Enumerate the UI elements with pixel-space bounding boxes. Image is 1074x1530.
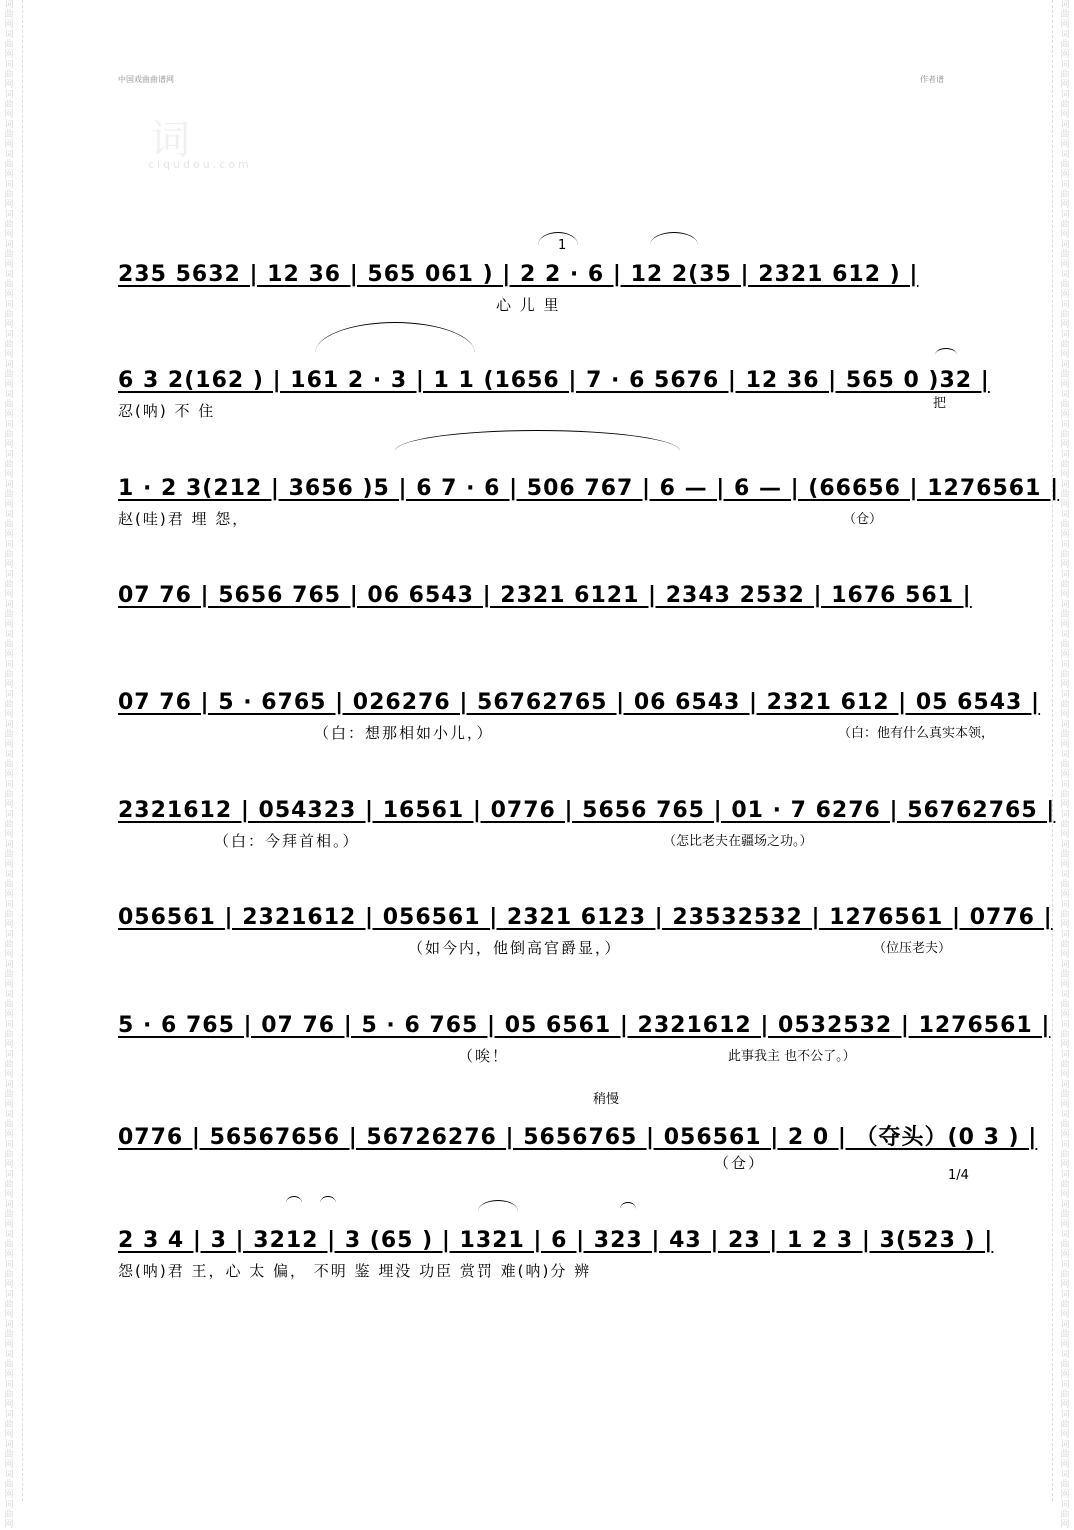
header-left: 中国戏曲曲谱网 [118,75,174,84]
annotation: 此事我主 也不公了。） [728,1049,856,1064]
notation-line: 2321612 | 054323 | 16561 | 0776 | 5656 765 | 01 · 7 6276 | 56762765 | [118,798,1056,823]
notation-line: 1 · 2 3(212 | 3656 )5 | 6 7 · 6 | 506 767 | 6 — | 6 — | (66656 | 1276561 | [118,476,1060,501]
right-margin-line [1052,0,1053,1501]
lyric-line: 忍(呐) 不 住 [118,402,216,420]
watermark-site: ciqudou.com [148,158,252,171]
notation-line: 056561 | 2321612 | 056561 | 2321 6123 | 23532532 | 1276561 | 0776 | [118,905,1053,930]
annotation: 稍慢 [593,1092,620,1107]
notation-line: 5 · 6 765 | 07 76 | 5 · 6 765 | 05 6561 | 2321612 | 0532532 | 1276561 | [118,1013,1051,1038]
notation-line: 235 5632 | 12 36 | 565 061 ) | 2 2 · 6 | 12 2(35 | 2321 612 ) | [118,262,919,287]
right-side-watermark: 词曲网词曲网词曲网词曲网词曲网词曲网词曲网词曲网词曲网词曲网词曲网词曲网词曲网词曲网词曲网词曲网词曲网词曲网词曲网词曲网词曲网词曲网词曲网词曲网词曲网词曲网词曲网词曲网词曲网词曲网词曲网词曲网词曲网词曲网词曲网词曲网词曲网词曲网词曲网词曲网词曲网词曲网词曲网词曲网词曲网词曲网词曲网词曲网词曲网词曲网词曲网 [1060,0,1070,1530]
lyric-line: （白：想那相如小儿，） [314,724,494,742]
lyric-line: 心 儿 里 [496,296,561,314]
slur-arc [620,1202,636,1209]
lyric-line: （如今内，他倒高官爵显，） [408,939,622,957]
lyric-line: （唉！ [458,1047,510,1065]
left-side-watermark: 词曲网词曲网词曲网词曲网词曲网词曲网词曲网词曲网词曲网词曲网词曲网词曲网词曲网词曲网词曲网词曲网词曲网词曲网词曲网词曲网词曲网词曲网词曲网词曲网词曲网词曲网词曲网词曲网词曲网词曲网词曲网词曲网词曲网词曲网词曲网词曲网词曲网词曲网词曲网词曲网词曲网词曲网词曲网词曲网词曲网词曲网词曲网词曲网词曲网词曲网词曲网 [4,0,14,1530]
lyric-line: 怨(呐)君 王，心 太 偏， 不明 鉴 埋没 功臣 赏罚 难(呐)分 辨 [118,1262,592,1280]
lyric-line: 赵(哇)君 埋 怨， [118,510,250,528]
annotation: 1/4 [948,1168,969,1183]
annotation: 把 [933,396,947,411]
annotation: （位压老夫） [873,941,952,956]
header-right: 作者谱 [920,75,944,84]
notation-line: 6 3 2(162 ) | 161 2 · 3 | 1 1 (1656 | 7 · 6 5676 | 12 36 | 565 0 )32 | [118,368,990,393]
slur-arc [315,322,475,353]
slur-arc [395,430,680,451]
notation-line: 2 3 4 | 3 | 3212 | 3 (65 ) | 1321 | 6 | 323 | 43 | 23 | 1 2 3 | 3(523 ) | [118,1228,994,1253]
notation-line: 07 76 | 5656 765 | 06 6543 | 2321 6121 | 2343 2532 | 1676 561 | [118,583,972,608]
slur-arc [650,232,698,245]
lyric-line: （白：今拜首相。） [214,832,360,850]
slur-arc [935,348,957,355]
notation-line: 07 76 | 5 · 6765 | 026276 | 56762765 | 06 6543 | 2321 612 | 05 6543 | [118,690,1041,715]
left-margin-line [22,0,23,1501]
lyric-line: （仓） [714,1154,766,1172]
slur-arc [538,232,578,245]
annotation: （白：他有什么真实本领， [838,726,995,741]
notation-line: 0776 | 56567656 | 56726276 | 5656765 | 056561 | 2 0 | （夺头）(0 3 ) | [118,1125,1038,1150]
annotation: （仓） [843,512,883,527]
watermark-mark: 词 [150,117,190,163]
annotation: 1 [558,238,567,253]
slur-arc [286,1196,302,1203]
slur-arc [478,1200,518,1211]
slur-arc [320,1196,336,1203]
annotation: （怎比老夫在疆场之功。） [663,834,813,849]
